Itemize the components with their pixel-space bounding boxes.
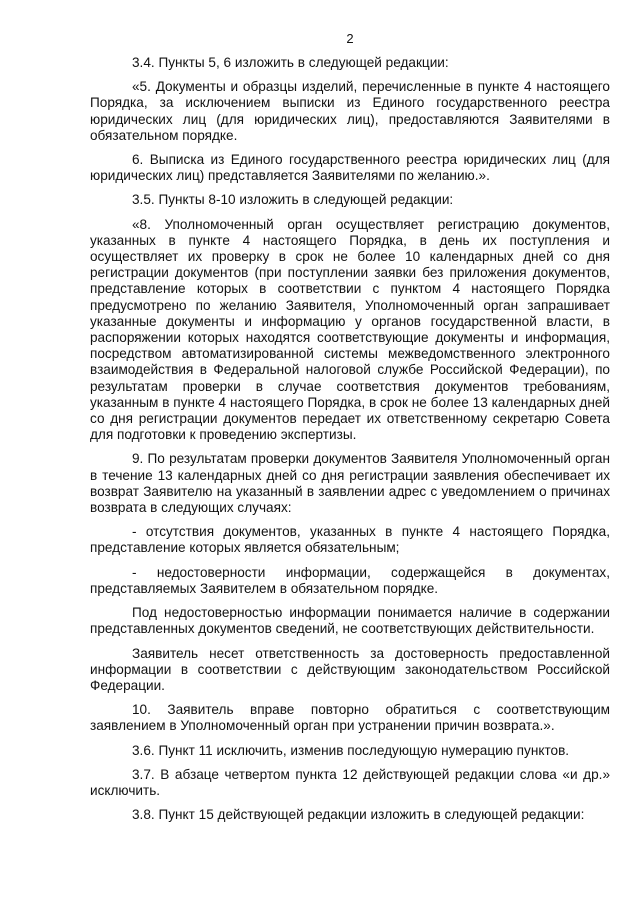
paragraph-item-9: 9. По результатам проверки документов Заявителя Уполномоченный орган в течение 13 календарных дней со дня регистрации заявления обеспечивает их возврат Заявителю на указанный в заявлении адрес с уведомлением о причинах возврата в следующих случаях: <box>90 451 610 516</box>
paragraph-unreliability-definition: Под недостоверностью информации понимается наличие в содержании представленных документов сведений, не соответствующих действительности. <box>90 605 610 637</box>
paragraph-3-6: 3.6. Пункт 11 исключить, изменив последующую нумерацию пунктов. <box>132 742 570 758</box>
paragraph-applicant-responsibility: Заявитель несет ответственность за достоверность предоставленной информации в соответствии с действующим законодательством Российской Федерации. <box>90 645 610 693</box>
paragraph-3-5: 3.5. Пункты 8-10 изложить в следующей редакции: <box>132 192 454 208</box>
paragraph-item-10: 10. Заявитель вправе повторно обратиться с соответствующим заявлением в Уполномоченный орган при устранении причин возврата.». <box>90 702 610 734</box>
paragraph-3-4: 3.4. Пункты 5, 6 изложить в следующей редакции: <box>132 55 449 70</box>
paragraph-item-6: 6. Выписка из Единого государственного реестра юридических лиц (для юридических лиц) представляется Заявителями по желанию.». <box>90 152 610 184</box>
paragraph-item-8: «8. Уполномоченный орган осуществляет регистрацию документов, указанных в пункте 4 настоящего Порядка, в день их поступления и осуществляет их проверку в срок не более 10 календарных дней со дня регистрации документов (при поступлении заявки без приложения документов, представление которых в соответствии с пунктом 4 настоящего Порядка предусмотрено по желанию Заявителя, Уполномоченный орган запрашивает указанные документы и информацию у органов государственной власти, в распоряжении которых находятся соответствующие документы и информация, посредством автоматизированной системы межведомственного электронного взаимодействия в Федеральной налоговой службе Российской Федерации), по результатам проверки в случае соответствия документов требованиям, указанным в пункте 4 настоящего Порядка, в срок не более 13 календарных дней со дня регистрации документов передает их ответственному секретарю Совета для подготовки к проведению экспертизы. <box>90 216 610 443</box>
paragraph-3-7: 3.7. В абзаце четвертом пункта 12 действующей редакции слова «и др.» исключить. <box>90 766 610 798</box>
paragraph-item-5: «5. Документы и образцы изделий, перечисленные в пункте 4 настоящего Порядка, за исключением выписки из Единого государственного реестра юридических лиц (для юридических лиц), предоставляются Заявителями в обязательном порядке. <box>90 79 610 143</box>
paragraph-case-unreliable-info: - недостоверности информации, содержащейся в документах, представляемых Заявителем в обязательном порядке. <box>90 564 610 596</box>
paragraph-case-missing-documents: - отсутствия документов, указанных в пункте 4 настоящего Порядка, представление которых является обязательным; <box>90 524 610 556</box>
page-number: 2 <box>346 31 354 46</box>
paragraph-3-8: 3.8. Пункт 15 действующей редакции изложить в следующей редакции: <box>132 807 585 823</box>
